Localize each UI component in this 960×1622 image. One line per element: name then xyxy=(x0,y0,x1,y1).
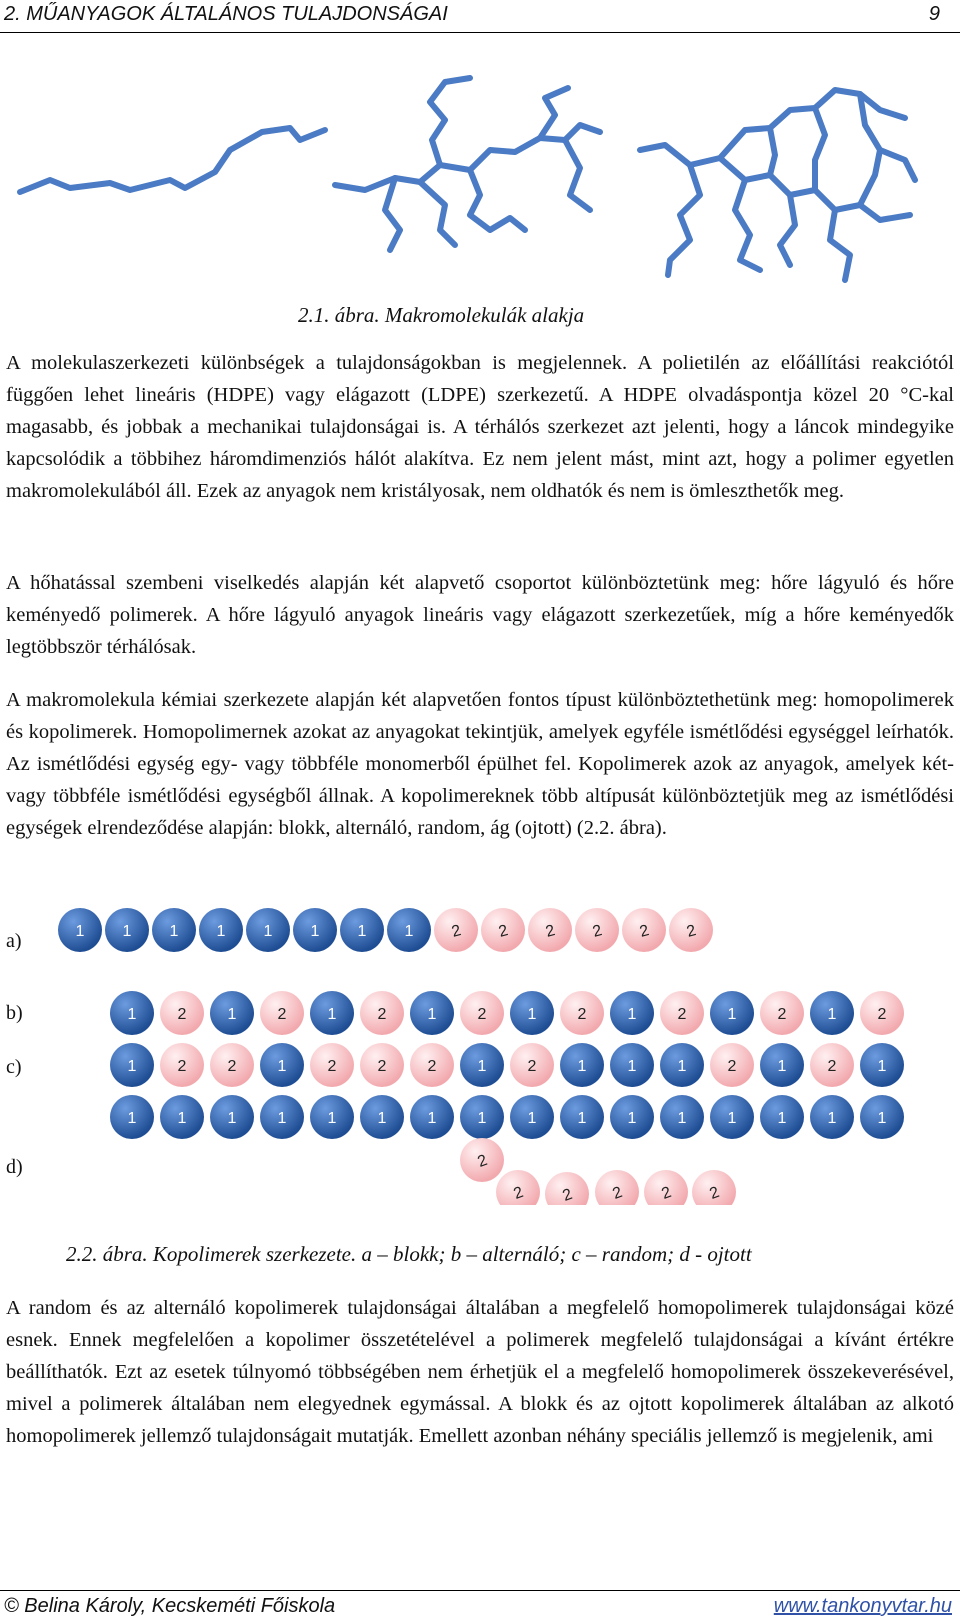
svg-text:2: 2 xyxy=(527,1058,537,1075)
monomer-1-bead xyxy=(660,1095,704,1139)
monomer-2-bead xyxy=(669,908,713,952)
monomer-1-bead xyxy=(110,1043,154,1087)
svg-text:2: 2 xyxy=(427,1058,437,1075)
branched-chain-branch xyxy=(565,140,590,210)
branched-chain-branch xyxy=(430,78,470,165)
monomer-1-bead xyxy=(105,908,149,952)
monomer-1-bead xyxy=(460,1043,504,1087)
svg-text:1: 1 xyxy=(310,923,320,940)
monomer-1-bead xyxy=(110,1095,154,1139)
monomer-2-bead xyxy=(545,1172,589,1205)
svg-text:2: 2 xyxy=(590,922,604,941)
footer-link[interactable]: www.tankonyvtar.hu xyxy=(773,1595,952,1617)
monomer-2-bead xyxy=(860,991,904,1035)
svg-text:1: 1 xyxy=(877,1058,887,1075)
svg-text:1: 1 xyxy=(327,1110,337,1127)
svg-text:1: 1 xyxy=(677,1110,687,1127)
row-label-c: c) xyxy=(6,1056,22,1078)
svg-text:1: 1 xyxy=(377,1110,387,1127)
monomer-2-bead xyxy=(575,908,619,952)
monomer-2-bead xyxy=(460,1138,504,1182)
svg-text:2: 2 xyxy=(777,1006,787,1023)
monomer-2-bead xyxy=(496,1170,540,1205)
monomer-2-bead xyxy=(528,908,572,952)
svg-text:2: 2 xyxy=(543,922,557,941)
svg-text:2: 2 xyxy=(177,1006,187,1023)
monomer-2-bead xyxy=(434,908,478,952)
monomer-1-bead xyxy=(860,1095,904,1139)
monomer-1-bead xyxy=(360,1095,404,1139)
monomer-1-bead xyxy=(260,1043,304,1087)
svg-text:1: 1 xyxy=(827,1006,837,1023)
monomer-1-bead xyxy=(710,991,754,1035)
monomer-2-bead xyxy=(310,1043,354,1087)
svg-text:1: 1 xyxy=(404,923,414,940)
monomer-1-bead xyxy=(410,1095,454,1139)
monomer-1-bead xyxy=(340,908,384,952)
monomer-1-bead xyxy=(810,991,854,1035)
monomer-2-bead xyxy=(460,991,504,1035)
monomer-2-bead xyxy=(660,991,704,1035)
svg-text:2: 2 xyxy=(659,1183,674,1203)
monomer-1-bead xyxy=(460,1095,504,1139)
figure-1-caption: 2.1. ábra. Makromolekulák alakja xyxy=(298,303,585,327)
branched-chain-branch xyxy=(470,170,525,230)
svg-text:1: 1 xyxy=(577,1110,587,1127)
svg-text:2: 2 xyxy=(677,1006,687,1023)
monomer-1-bead xyxy=(560,1043,604,1087)
monomer-2-bead xyxy=(595,1170,639,1205)
linear-chain xyxy=(20,128,325,192)
svg-text:2: 2 xyxy=(227,1058,237,1075)
svg-text:1: 1 xyxy=(122,923,132,940)
row-label-b: b) xyxy=(6,1002,23,1024)
svg-text:2: 2 xyxy=(727,1058,737,1075)
svg-text:1: 1 xyxy=(127,1006,137,1023)
svg-text:1: 1 xyxy=(75,923,85,940)
network-chain xyxy=(735,180,760,270)
monomer-1-bead xyxy=(199,908,243,952)
svg-text:1: 1 xyxy=(127,1058,137,1075)
svg-text:2: 2 xyxy=(684,922,698,941)
copolymer-chains xyxy=(0,895,960,1205)
monomer-1-bead xyxy=(210,1095,254,1139)
svg-text:1: 1 xyxy=(527,1006,537,1023)
monomer-2-bead xyxy=(160,991,204,1035)
svg-text:1: 1 xyxy=(177,1110,187,1127)
svg-text:1: 1 xyxy=(169,923,179,940)
branched-chain-branch xyxy=(385,178,400,250)
network-chain xyxy=(815,108,825,190)
monomer-2-bead xyxy=(710,1043,754,1087)
monomer-1-bead xyxy=(610,991,654,1035)
figure-2-caption: 2.2. ábra. Kopolimerek szerkezete. a – blokk; b – alternáló; c – random; d - ojtott xyxy=(66,1242,752,1266)
svg-text:1: 1 xyxy=(727,1006,737,1023)
svg-text:2: 2 xyxy=(877,1006,887,1023)
network-chain xyxy=(668,165,700,275)
svg-text:2: 2 xyxy=(707,1183,722,1203)
svg-text:2: 2 xyxy=(327,1058,337,1075)
svg-text:1: 1 xyxy=(277,1110,287,1127)
monomer-2-bead xyxy=(622,908,666,952)
monomer-1-bead xyxy=(310,991,354,1035)
svg-text:2: 2 xyxy=(511,1183,526,1203)
svg-text:1: 1 xyxy=(477,1110,487,1127)
monomer-1-bead xyxy=(510,1095,554,1139)
macromolecule-shapes-figure xyxy=(0,70,960,290)
branched-chain-branch xyxy=(540,88,568,138)
monomer-1-bead xyxy=(560,1095,604,1139)
svg-text:1: 1 xyxy=(527,1110,537,1127)
monomer-1-bead xyxy=(310,1095,354,1139)
monomer-2-bead xyxy=(510,1043,554,1087)
monomer-2-bead xyxy=(760,991,804,1035)
network-chain xyxy=(780,195,795,265)
svg-text:1: 1 xyxy=(227,1110,237,1127)
svg-text:2: 2 xyxy=(177,1058,187,1075)
monomer-1-bead xyxy=(610,1095,654,1139)
paragraph: A molekulaszerkezeti különbségek a tulajdonságokban is megjelennek. A polietilén az előállítási reakciótól függően lehet lineáris (HDPE) vagy elágazott (LDPE) szerkezetű. A HDPE olvadáspontja közel 20 °C-kal magasabb, és jobbak a mechanikai tulajdonságai is. A térhálós szerkezet azt jelenti, hogy a láncok mindegyike kapcsolódik a többihez háromdimenziós hálót alakítva. Ez nem jelent mást, mint azt, hogy a polimer egyetlen makromolekulából áll. Ezek az anyagok nem kristályosak, nem oldhatók és nem is ömleszthetők meg. xyxy=(6,352,954,502)
svg-text:1: 1 xyxy=(127,1110,137,1127)
svg-text:1: 1 xyxy=(777,1110,787,1127)
monomer-1-bead xyxy=(152,908,196,952)
svg-text:1: 1 xyxy=(627,1058,637,1075)
svg-text:2: 2 xyxy=(477,1006,487,1023)
svg-text:2: 2 xyxy=(377,1058,387,1075)
paragraph: A random és az alternáló kopolimerek tulajdonságai általában a megfelelő homopolimerek tulajdonságai közé esnek. Ennek megfelelően a kopolimer összetételével a polimerek megfelelő tulajdonságai a kívánt értékre beállíthatók. Ezt az esetek túlnyomó többségében nem érhetjük el a megfelelő homopolimerek összekeverésével, mivel a polimerek általában nem elegyednek egymással. A blokk és az ojtott kopolimerek általában az alkotó homopolimerek jellemző tulajdonságait mutatják. Emellett azonban néhány speciális jellemző is megjelenik, ami xyxy=(6,1297,954,1447)
svg-text:1: 1 xyxy=(627,1110,637,1127)
paragraph: A hőhatással szembeni viselkedés alapján két alapvető csoportot különböztetünk meg: hőre lágyuló és hőre keményedő polimerek. A hőre lágyuló anyagok lineáris vagy elágazott szerkezetűek, míg a hőre keményedők legtöbbször térhálósak. xyxy=(6,572,954,658)
svg-text:1: 1 xyxy=(577,1058,587,1075)
page-footer xyxy=(0,1590,960,1622)
svg-text:2: 2 xyxy=(496,922,510,941)
svg-text:1: 1 xyxy=(427,1110,437,1127)
svg-text:1: 1 xyxy=(777,1058,787,1075)
monomer-2-bead xyxy=(481,908,525,952)
svg-text:1: 1 xyxy=(327,1006,337,1023)
svg-text:1: 1 xyxy=(227,1006,237,1023)
monomer-1-bead xyxy=(160,1095,204,1139)
svg-text:1: 1 xyxy=(357,923,367,940)
svg-text:2: 2 xyxy=(277,1006,287,1023)
chapter-title: 2. MŰANYAGOK ÁLTALÁNOS TULAJDONSÁGAI xyxy=(4,3,448,25)
svg-text:1: 1 xyxy=(627,1006,637,1023)
svg-text:1: 1 xyxy=(677,1058,687,1075)
monomer-1-bead xyxy=(110,991,154,1035)
svg-text:1: 1 xyxy=(727,1110,737,1127)
monomer-1-bead xyxy=(610,1043,654,1087)
monomer-1-bead xyxy=(246,908,290,952)
monomer-1-bead xyxy=(510,991,554,1035)
svg-text:2: 2 xyxy=(475,1151,490,1171)
monomer-1-bead xyxy=(260,1095,304,1139)
monomer-2-bead xyxy=(260,991,304,1035)
svg-text:1: 1 xyxy=(427,1006,437,1023)
monomer-1-bead xyxy=(710,1095,754,1139)
branched-chain-backbone xyxy=(335,125,600,190)
svg-text:2: 2 xyxy=(560,1185,575,1205)
monomer-2-bead xyxy=(360,991,404,1035)
monomer-1-bead xyxy=(860,1043,904,1087)
svg-text:2: 2 xyxy=(377,1006,387,1023)
page-number: 9 xyxy=(928,3,940,25)
row-label-d: d) xyxy=(6,1156,23,1178)
branched-chain-branch xyxy=(420,182,455,245)
monomer-2-bead xyxy=(360,1043,404,1087)
monomer-2-bead xyxy=(160,1043,204,1087)
monomer-2-bead xyxy=(810,1043,854,1087)
monomer-2-bead xyxy=(644,1170,688,1205)
network-chain xyxy=(880,150,915,180)
monomer-1-bead xyxy=(660,1043,704,1087)
monomer-1-bead xyxy=(810,1095,854,1139)
row-label-a: a) xyxy=(6,930,22,952)
network-chain xyxy=(770,128,775,175)
monomer-2-bead xyxy=(210,1043,254,1087)
footer-author: © Belina Károly, Kecskeméti Főiskola xyxy=(4,1595,336,1617)
svg-text:1: 1 xyxy=(877,1110,887,1127)
svg-text:1: 1 xyxy=(263,923,273,940)
monomer-1-bead xyxy=(387,908,431,952)
monomer-2-bead xyxy=(560,991,604,1035)
svg-text:1: 1 xyxy=(277,1058,287,1075)
svg-text:1: 1 xyxy=(827,1110,837,1127)
network-chain xyxy=(830,210,850,280)
copolymer-structure-figure xyxy=(0,922,960,1285)
svg-text:2: 2 xyxy=(610,1183,625,1203)
svg-text:2: 2 xyxy=(827,1058,837,1075)
svg-text:1: 1 xyxy=(477,1058,487,1075)
monomer-1-bead xyxy=(293,908,337,952)
monomer-2-bead xyxy=(692,1170,736,1205)
monomer-1-bead xyxy=(410,991,454,1035)
monomer-1-bead xyxy=(210,991,254,1035)
svg-text:1: 1 xyxy=(216,923,226,940)
monomer-1-bead xyxy=(760,1095,804,1139)
monomer-2-bead xyxy=(410,1043,454,1087)
svg-text:2: 2 xyxy=(449,922,463,941)
page-header xyxy=(0,0,960,33)
svg-text:2: 2 xyxy=(637,922,651,941)
svg-text:2: 2 xyxy=(577,1006,587,1023)
paragraph: A makromolekula kémiai szerkezete alapján két alapvetően fontos típust különböztethetünk meg: homopolimerek és kopolimerek. Homopolimernek azokat az anyagokat tekintjük, amelyek egyféle ismétlődési egységgel leírhatók. Az ismétlődési egység egy- vagy többféle monomerből épülhet fel. Kopolimerek azok az anyagok, amelyek két- vagy többféle ismétlődési egységből állnak. A kopolimereknek több altípusát különböztetjük meg az ismétlődési egységek elrendeződése alapján: blokk, alternáló, random, ág (ojtott) (2.2. ábra). xyxy=(6,689,954,839)
monomer-1-bead xyxy=(58,908,102,952)
monomer-1-bead xyxy=(760,1043,804,1087)
